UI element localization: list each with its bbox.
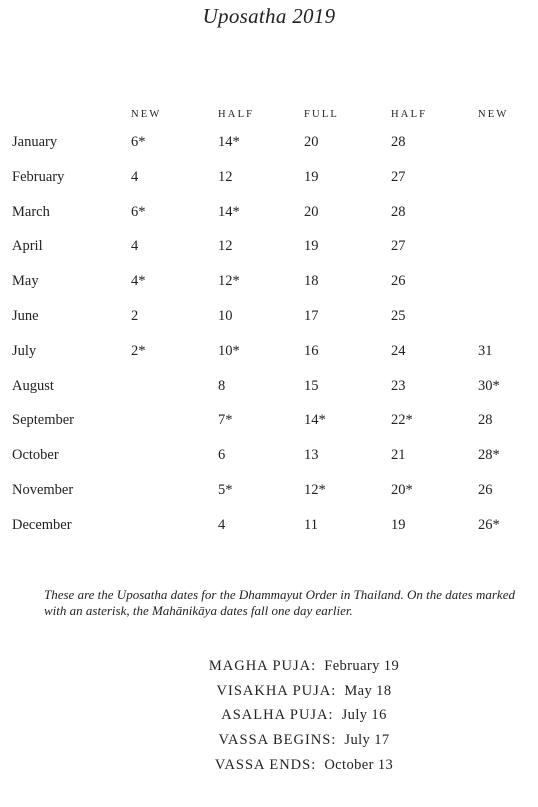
month-label: December — [12, 516, 72, 533]
festival-date: May 18 — [344, 682, 392, 699]
column-header-new: NEW — [131, 109, 162, 120]
uposatha-day-cell: 26* — [478, 516, 500, 533]
uposatha-day-cell: 13 — [304, 447, 319, 464]
uposatha-day-cell: 23 — [391, 377, 406, 394]
uposatha-day-cell: 27 — [391, 238, 406, 255]
column-header-full: FULL — [304, 109, 340, 120]
uposatha-day-cell: 6 — [218, 447, 226, 464]
uposatha-day-cell: 28 — [478, 412, 493, 429]
uposatha-day-cell: 28 — [391, 134, 406, 150]
uposatha-day-cell: 19 — [391, 516, 406, 533]
month-label: May — [12, 273, 39, 290]
uposatha-day-cell: 5* — [218, 482, 233, 498]
uposatha-day-cell: 20 — [304, 203, 319, 220]
page-title: Uposatha 2019 — [202, 4, 336, 28]
festival-name: VASSA BEGINS: — [218, 732, 337, 749]
festival-line — [0, 728, 538, 753]
festival-date: October 13 — [324, 756, 394, 773]
uposatha-day-cell: 17 — [304, 308, 319, 324]
festival-line — [0, 703, 538, 728]
uposatha-day-cell: 8 — [218, 377, 226, 394]
uposatha-day-cell: 2 — [131, 308, 139, 324]
uposatha-day-cell: 7* — [218, 412, 233, 429]
uposatha-day-cell: 6* — [131, 203, 146, 220]
festival-line — [0, 679, 538, 704]
uposatha-day-cell: 22* — [391, 412, 413, 429]
festival-name: ASALHA PUJA: — [221, 707, 334, 724]
month-label: November — [12, 482, 74, 498]
uposatha-day-cell: 4 — [131, 168, 139, 185]
uposatha-day-cell: 14* — [218, 134, 240, 150]
uposatha-day-cell: 12* — [218, 273, 240, 290]
column-header-half: HALF — [218, 109, 255, 120]
uposatha-day-cell: 10* — [218, 342, 240, 359]
column-header-new: NEW — [478, 109, 509, 120]
uposatha-day-cell: 14* — [218, 203, 240, 220]
uposatha-day-cell: 21 — [391, 447, 406, 464]
uposatha-day-cell: 4* — [131, 273, 146, 290]
uposatha-day-cell: 25 — [391, 308, 406, 324]
uposatha-day-cell: 19 — [304, 238, 319, 255]
footnote: These are the Uposatha dates for the Dhammayut Order in Thailand. On the dates marked with an asterisk, the Mahānikāya dates fall one day earlier. — [44, 587, 515, 618]
month-label: April — [12, 238, 43, 255]
festival-line — [0, 654, 538, 679]
festival-name: VISAKHA PUJA: — [216, 682, 337, 699]
month-label: August — [12, 377, 54, 394]
month-label: July — [12, 342, 37, 359]
uposatha-day-cell: 12 — [218, 168, 233, 185]
uposatha-day-cell: 14* — [304, 412, 326, 429]
festival-line — [0, 753, 538, 778]
uposatha-day-cell: 15 — [304, 377, 319, 394]
uposatha-day-cell: 30* — [478, 377, 500, 394]
uposatha-day-cell: 28* — [478, 447, 500, 464]
uposatha-day-cell: 12 — [218, 238, 233, 255]
column-header-half: HALF — [391, 109, 428, 120]
uposatha-day-cell: 20 — [304, 134, 319, 150]
uposatha-day-cell: 20* — [391, 482, 413, 498]
uposatha-day-cell: 12* — [304, 482, 326, 498]
uposatha-day-cell: 4 — [218, 516, 226, 533]
month-label: October — [12, 447, 59, 464]
uposatha-day-cell: 11 — [304, 516, 318, 533]
uposatha-day-cell: 2* — [131, 342, 146, 359]
uposatha-day-cell: 27 — [391, 168, 406, 185]
uposatha-day-cell: 4 — [131, 238, 139, 255]
uposatha-day-cell: 26 — [391, 273, 406, 290]
uposatha-day-cell: 24 — [391, 342, 406, 359]
month-label: September — [12, 412, 75, 429]
uposatha-day-cell: 6* — [131, 134, 146, 150]
uposatha-day-cell: 31 — [478, 342, 493, 359]
festival-date: July 16 — [341, 707, 387, 724]
month-label: February — [12, 168, 65, 185]
festival-name: MAGHA PUJA: — [208, 658, 317, 674]
month-label: January — [12, 134, 58, 150]
uposatha-day-cell: 28 — [391, 203, 406, 220]
uposatha-day-cell: 26 — [478, 482, 493, 498]
uposatha-day-cell: 19 — [304, 168, 319, 185]
festival-date: July 17 — [344, 732, 390, 749]
festival-dates-list — [0, 654, 538, 778]
uposatha-day-cell: 16 — [304, 342, 319, 359]
month-label: March — [12, 203, 50, 220]
uposatha-day-cell: 18 — [304, 273, 319, 290]
uposatha-day-cell: 10 — [218, 308, 233, 324]
festival-name: VASSA ENDS: — [214, 756, 317, 773]
month-label: June — [12, 308, 39, 324]
festival-date: February 19 — [324, 658, 400, 674]
